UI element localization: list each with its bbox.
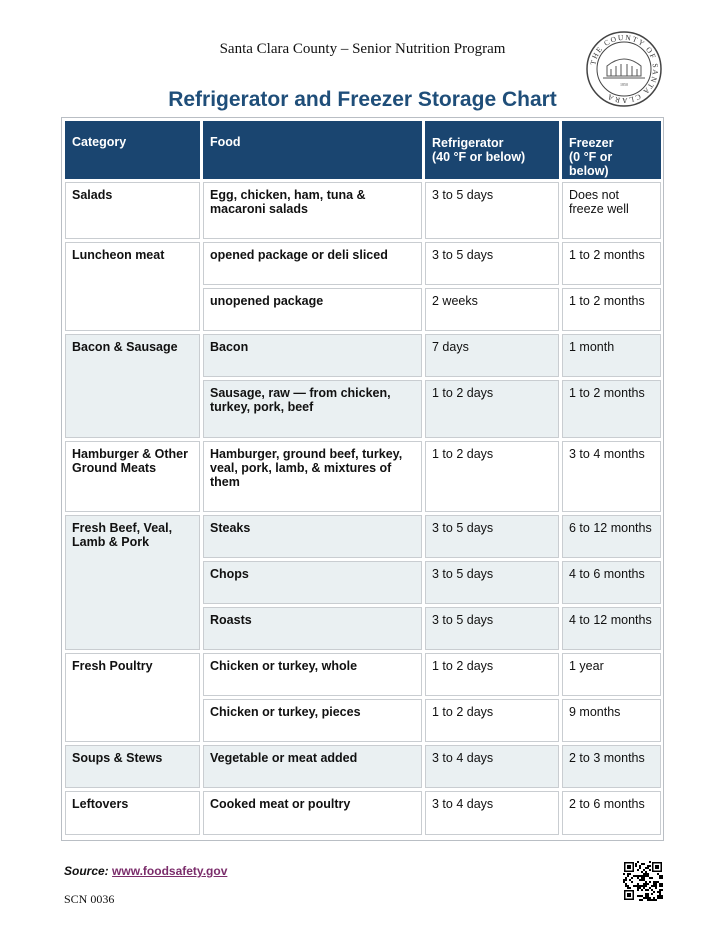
food-cell: Cooked meat or poultry [203, 791, 422, 835]
svg-text:1850: 1850 [620, 82, 628, 87]
column-header-category: Category [65, 121, 200, 179]
category-cell: Leftovers [65, 791, 200, 835]
freezer-cell: 2 to 3 months [562, 745, 661, 788]
food-cell: Chicken or turkey, whole [203, 653, 422, 696]
freezer-cell: Does not freeze well [562, 182, 661, 239]
category-cell: Soups & Stews [65, 745, 200, 788]
category-cell: Bacon & Sausage [65, 334, 200, 438]
freezer-cell: 1 to 2 months [562, 242, 661, 285]
food-cell: Steaks [203, 515, 422, 558]
refrigerator-cell: 3 to 4 days [425, 745, 559, 788]
refrigerator-cell: 3 to 5 days [425, 607, 559, 650]
column-header-food: Food [203, 121, 422, 179]
storage-chart-table [61, 117, 664, 841]
refrigerator-cell: 7 days [425, 334, 559, 377]
refrigerator-cell: 1 to 2 days [425, 653, 559, 696]
refrigerator-cell: 3 to 5 days [425, 515, 559, 558]
program-name: Santa Clara County – Senior Nutrition Program [219, 41, 506, 57]
food-cell: unopened package [203, 288, 422, 331]
refrigerator-cell: 2 weeks [425, 288, 559, 331]
freezer-cell: 9 months [562, 699, 661, 742]
category-cell: Fresh Poultry [65, 653, 200, 742]
qr-code-icon [623, 861, 663, 901]
food-cell: Hamburger, ground beef, turkey, veal, pork, lamb, & mixtures of them [203, 441, 422, 512]
food-cell: Bacon [203, 334, 422, 377]
freezer-cell: 2 to 6 months [562, 791, 661, 835]
column-header-refrigerator: Refrigerator (40 °F or below) [425, 121, 559, 179]
freezer-cell: 3 to 4 months [562, 441, 661, 512]
food-cell: Roasts [203, 607, 422, 650]
refrigerator-cell: 1 to 2 days [425, 380, 559, 438]
food-cell: Sausage, raw — from chicken, turkey, pork, beef [203, 380, 422, 438]
refrigerator-cell: 1 to 2 days [425, 699, 559, 742]
food-cell: opened package or deli sliced [203, 242, 422, 285]
svg-text:THE COUNTY OF SANTA CLARA: THE COUNTY OF SANTA CLARA [588, 32, 661, 106]
food-cell: Chicken or turkey, pieces [203, 699, 422, 742]
refrigerator-cell: 3 to 5 days [425, 561, 559, 604]
freezer-cell: 6 to 12 months [562, 515, 661, 558]
freezer-cell: 1 year [562, 653, 661, 696]
freezer-cell: 4 to 12 months [562, 607, 661, 650]
page-title: Refrigerator and Freezer Storage Chart [168, 88, 557, 111]
food-cell: Chops [203, 561, 422, 604]
food-cell: Vegetable or meat added [203, 745, 422, 788]
document-code: SCN 0036 [64, 892, 115, 906]
category-cell: Fresh Beef, Veal, Lamb & Pork [65, 515, 200, 650]
freezer-cell: 1 to 2 months [562, 288, 661, 331]
category-cell: Salads [65, 182, 200, 239]
refrigerator-cell: 3 to 5 days [425, 242, 559, 285]
column-header-freezer: Freezer (0 °F or below) [562, 121, 661, 179]
category-cell: Luncheon meat [65, 242, 200, 331]
food-cell: Egg, chicken, ham, tuna & macaroni salads [203, 182, 422, 239]
refrigerator-cell: 3 to 4 days [425, 791, 559, 835]
source-link[interactable]: www.foodsafety.gov [112, 864, 228, 878]
refrigerator-cell: 1 to 2 days [425, 441, 559, 512]
freezer-cell: 4 to 6 months [562, 561, 661, 604]
freezer-cell: 1 to 2 months [562, 380, 661, 438]
source-line [64, 864, 227, 878]
refrigerator-cell: 3 to 5 days [425, 182, 559, 239]
category-cell: Hamburger & Other Ground Meats [65, 441, 200, 512]
source-label: Source: [64, 864, 109, 878]
freezer-cell: 1 month [562, 334, 661, 377]
